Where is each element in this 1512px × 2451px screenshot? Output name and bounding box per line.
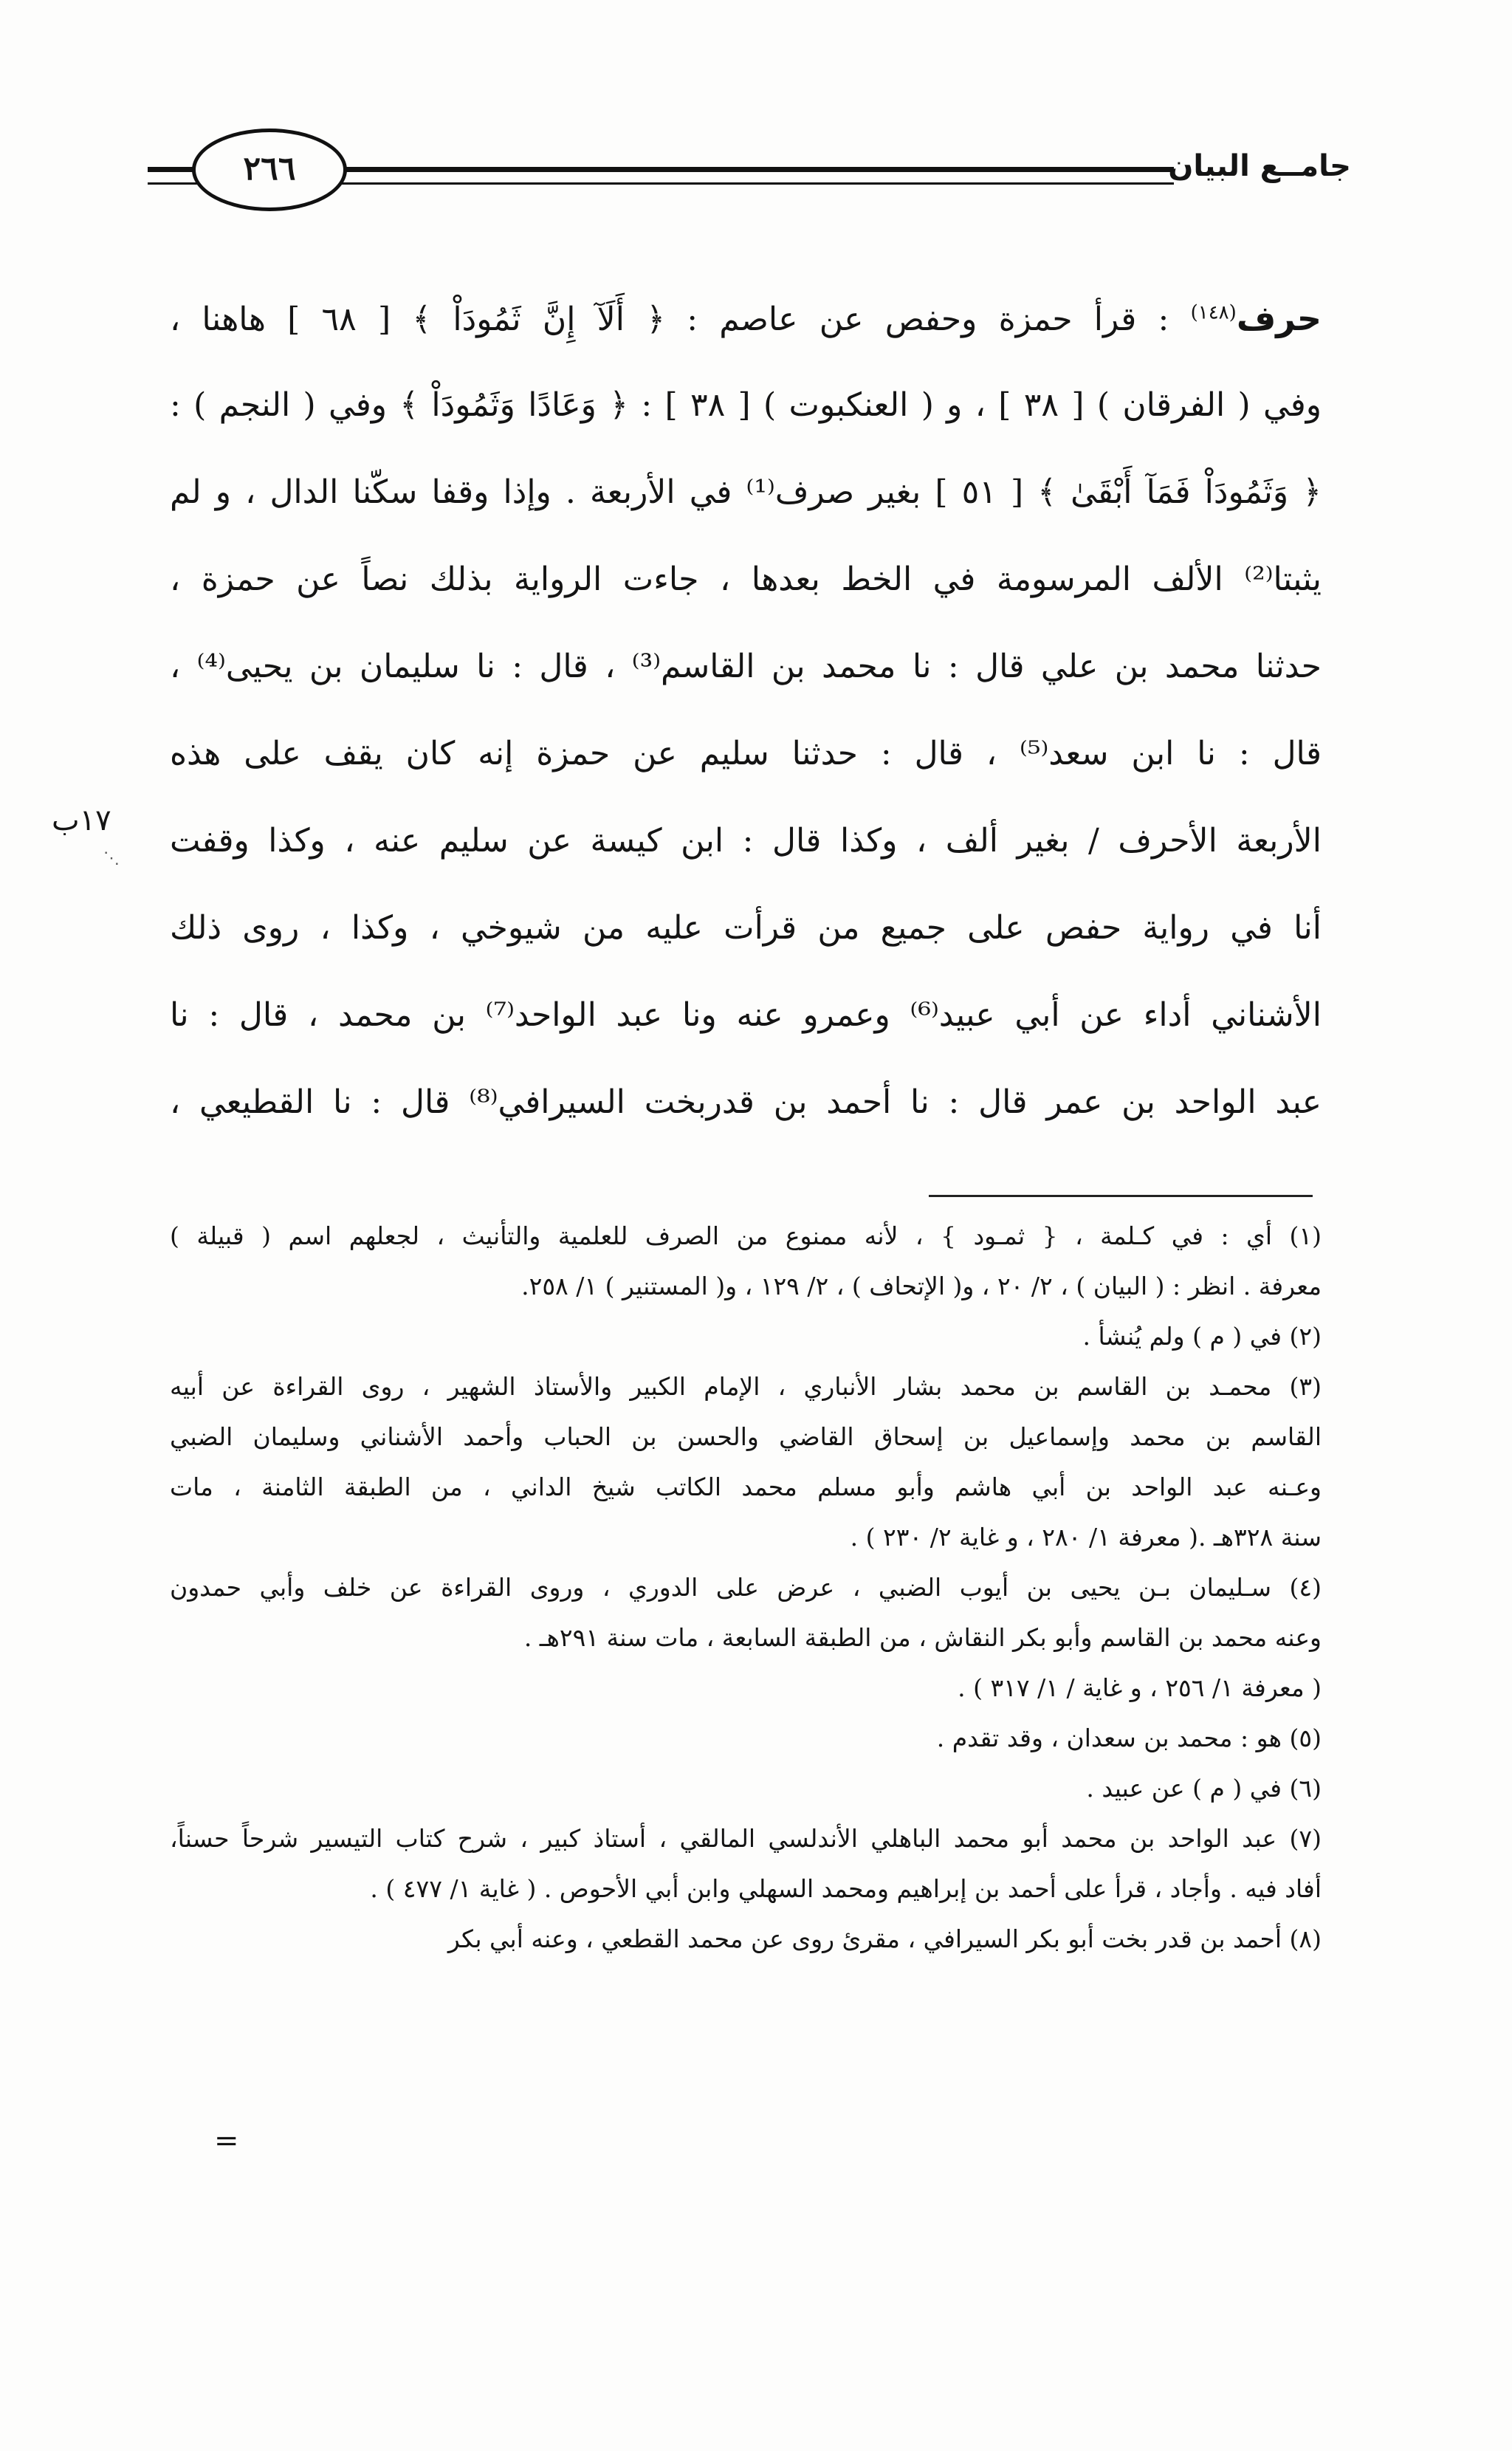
footnote-line: معرفة . انظر : ( البيان ) ، ٢/ ٢٠ ، و( الإتحاف ) ، ٢/ ١٢٩ ، و( المستنير ) ١/ ٢٥٨. [521, 1272, 1322, 1300]
running-title: جامــع البيان [1168, 149, 1351, 183]
footnote-line: (٦) في ( م ) عن عبيد . [1086, 1774, 1322, 1803]
footnote-line: (٤) سـليمان بـن يحيى بن أيوب الضبي ، عرض على الدوري ، وروى القراءة عن خلف وأبي حمدون [170, 1573, 1322, 1602]
page-header [148, 124, 1351, 220]
margin-folio-note: ١٧ب [52, 803, 111, 837]
main-line-1-text: : قرأ حمزة وحفص عن عاصم : ﴿ أَلَآ إِنَّ ثَمُودَاْ ﴾ [ ٦٨ ] هاهنا ، [170, 301, 1169, 338]
footnotes [170, 1211, 1322, 1964]
main-line-9: الأشناني أداء عن أبي عبيد⁽⁶⁾ وعمرو عنه ونا عبد الواحد⁽⁷⁾ بن محمد ، قال : نا [170, 996, 1322, 1034]
footnote-line: وعنه محمد بن القاسم وأبو بكر النقاش ، من الطبقة السابعة ، مات سنة ٢٩١هـ . [523, 1623, 1322, 1652]
footnote-line: (٥) هو : محمد بن سعدان ، وقد تقدم . [936, 1724, 1322, 1752]
harf-label: حرف [1236, 298, 1322, 338]
main-line-3: ﴿ وَثَمُودَاْ فَمَآ أَبْقَىٰ ﴾ [ ٥١ ] بغير صرف⁽¹⁾ في الأربعة . وإذا وقفا سكّنا الدال ، و لم [170, 473, 1322, 511]
margin-dots: ⋰ [103, 849, 120, 868]
main-line-10: عبد الواحد بن عمر قال : نا أحمد بن قدربخت السيرافي⁽⁸⁾ قال : نا القطيعي ، [170, 1083, 1322, 1121]
main-line-1 [170, 275, 1322, 362]
main-line-8: أنا في رواية حفص على جميع من قرأت عليه من شيوخي ، وكذا ، روى ذلك [170, 909, 1322, 947]
continuation-mark: = [214, 2124, 239, 2158]
footnote-line: (٧) عبد الواحد بن محمد أبو محمد الباهلي الأندلسي المالقي ، أستاذ كبير ، شرح كتاب التيسير شرحاً حسناً، [170, 1824, 1322, 1853]
main-line-5: حدثنا محمد بن علي قال : نا محمد بن القاسم⁽³⁾ ، قال : نا سليمان بن يحيى⁽⁴⁾ ، [170, 648, 1322, 685]
header-rule [340, 167, 1174, 185]
footnote-line: القاسم بن محمد وإسماعيل بن إسحاق القاضي والحسن بن الحباب وأحمد الأشناني وسليمان الضبي [170, 1422, 1322, 1451]
footnote-line: ( معرفة ١/ ٢٥٦ ، و غاية / ١/ ٣١٧ ) . [958, 1673, 1322, 1702]
footnote-line: (٨) أحمد بن قدر بخت أبو بكر السيرافي ، مقرئ روى عن محمد القطعي ، وعنه أبي بكر [447, 1924, 1322, 1953]
main-line-2: وفي ( الفرقان ) [ ٣٨ ] ، و ( العنكبوت ) [ ٣٨ ] : ﴿ وَعَادًا وَثَمُودَاْ ﴾ وفي ( النجم ) : [170, 386, 1322, 424]
main-line-4: يثبتا⁽²⁾ الألف المرسومة في الخط بعدها ، جاءت الرواية بذلك نصاً عن حمزة ، [170, 561, 1322, 598]
footnote-line: أفاد فيه . وأجاد ، قرأ على أحمد بن إبراهيم ومحمد السهلي وابن أبي الأحوص . ( غاية ١/ ٤٧٧ ) . [370, 1874, 1322, 1903]
page-number: ٢٦٦ [192, 128, 347, 211]
footnote-line: سنة ٣٢٨هـ .( معرفة ١/ ٢٨٠ ، و غاية ٢/ ٢٣٠ ) . [850, 1523, 1322, 1552]
main-line-7: الأربعة الأحرف / بغير ألف ، وكذا قال : ابن كيسة عن سليم عنه ، وكذا وقفت [170, 822, 1322, 860]
footnote-line: (١) أي : في كـلمة ، { ثمـود } ، لأنه ممنوع من الصرف للعلمية والتأنيث ، لجعلهم اسم ( قبيلة ) [170, 1221, 1322, 1250]
footnote-separator [929, 1195, 1313, 1197]
footnote-line: وعـنه عبد الواحد بن أبي هاشم وأبو مسلم محمد الكاتب شيخ الداني ، من الطبقة الثامنة ، مات [170, 1473, 1322, 1501]
footnote-line: (٢) في ( م ) ولم يُنشأ . [1082, 1322, 1322, 1351]
footnote-line: (٣) محمـد بن القاسم بن محمد بشار الأنباري ، الإمام الكبير والأستاذ الشهير ، روى القراءة عن أبيه [170, 1372, 1322, 1401]
main-line-6: قال : نا ابن سعد⁽⁵⁾ ، قال : حدثنا سليم عن حمزة إنه كان يقف على هذه [170, 735, 1322, 772]
harf-number: (١٤٨) [1190, 301, 1237, 324]
main-text [170, 275, 1322, 1146]
